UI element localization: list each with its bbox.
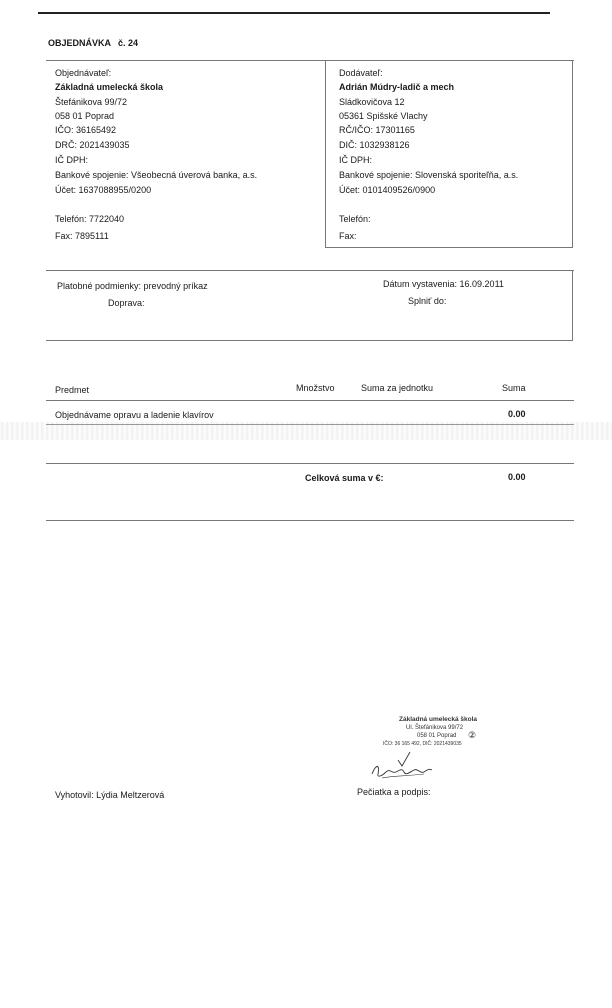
terms-box-right [572, 270, 573, 340]
supplier-account: Účet: 0101409526/0900 [339, 185, 436, 195]
total-label: Celková suma v €: [305, 473, 384, 483]
table-header-line [46, 400, 574, 401]
orderer-dic: DRČ: 2021439035 [55, 140, 130, 150]
supplier-street: Sládkovičova 12 [339, 97, 405, 107]
stamp-line-4: IČO: 36 165 492, DIČ: 2021439035 [383, 741, 462, 747]
terms-box-top [46, 270, 574, 271]
school-stamp [383, 716, 478, 748]
row-total: 0.00 [508, 409, 526, 419]
row-item: Objednávame opravu a ladenie klavírov [55, 410, 214, 420]
supplier-phone: Telefón: [339, 214, 371, 224]
col-header-sum: Suma [502, 383, 526, 393]
top-border [38, 12, 550, 14]
signature-icon [368, 750, 436, 784]
col-header-quantity: Množstvo [296, 383, 335, 393]
supplier-city: 05361 Spišské Vlachy [339, 111, 428, 121]
total-top-line [46, 463, 574, 464]
payment-terms: Platobné podmienky: prevodný príkaz [57, 281, 208, 291]
supplier-bank: Bankové spojenie: Slovenská sporiteľňa, a.s. [339, 170, 519, 180]
due-date: Splniť do: [408, 296, 447, 306]
supplier-rcico: RČ/IČO: 17301165 [339, 125, 415, 135]
stamp-line-2: Ul. Štefánikova 99/72 [406, 725, 464, 731]
orderer-label: Objednávateľ: [55, 68, 112, 78]
transport: Doprava: [108, 298, 145, 308]
orderer-fax: Fax: 7895111 [55, 231, 109, 241]
orderer-name: Základná umelecká škola [55, 82, 164, 92]
party-box-bottom [325, 247, 573, 248]
stamp-line-3: 058 01 Poprad [417, 733, 457, 739]
col-header-item: Predmet [55, 385, 90, 395]
issued-by: Vyhotovil: Lýdia Meltzerová [55, 790, 165, 800]
stamp-signature-label: Pečiatka a podpis: [357, 787, 431, 797]
supplier-dic: DIČ: 1032938126 [339, 140, 410, 150]
supplier-fax: Fax: [339, 231, 357, 241]
scan-artifact [0, 422, 612, 440]
orderer-street: Štefánikova 99/72 [55, 97, 128, 107]
order-number: č. 24 [118, 38, 139, 48]
total-bottom-line [46, 520, 574, 521]
orderer-phone: Telefón: 7722040 [55, 214, 125, 224]
supplier-label: Dodávateľ: [339, 68, 383, 78]
party-box-right [572, 60, 573, 248]
stamp-line-1: Základná umelecká škola [399, 716, 478, 723]
supplier-name: Adrián Múdry-ladič a mech [339, 82, 455, 92]
col-header-unit-price: Suma za jednotku [361, 383, 434, 393]
document-title: OBJEDNÁVKA [48, 38, 112, 48]
party-box-top [46, 60, 574, 61]
orderer-icdph: IČ DPH: [55, 155, 89, 165]
terms-box-bottom [46, 340, 573, 341]
supplier-icdph: IČ DPH: [339, 155, 373, 165]
orderer-city: 058 01 Poprad [55, 111, 115, 121]
party-box-divider [325, 60, 326, 248]
orderer-account: Účet: 1637088955/0200 [55, 185, 152, 195]
issue-date: Dátum vystavenia: 16.09.2011 [383, 279, 504, 289]
orderer-ico: IČO: 36165492 [55, 125, 117, 135]
total-value: 0.00 [508, 472, 526, 482]
orderer-bank: Bankové spojenie: Všeobecná úverová banka, a.s. [55, 170, 258, 180]
stamp-mark: ② [468, 730, 477, 740]
